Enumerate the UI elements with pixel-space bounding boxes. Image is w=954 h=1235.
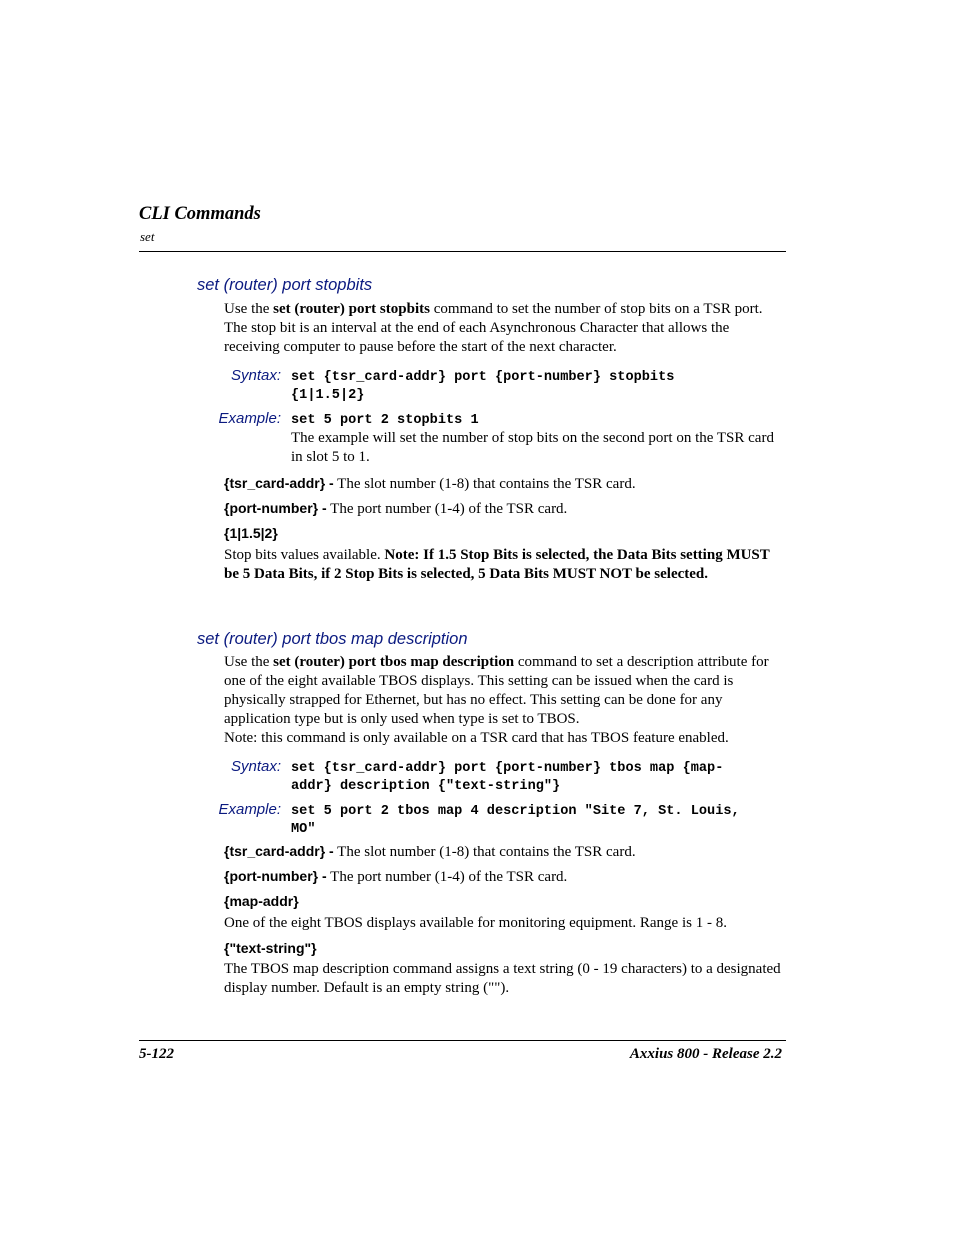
param-text-string: {"text-string"} [224, 940, 317, 956]
syntax-label: Syntax: [230, 367, 281, 384]
param-port-number: {port-number} - The port number (1-4) of the TSR card. [224, 868, 568, 885]
page-number: 5-122 [139, 1046, 174, 1062]
example-label: Example: [218, 801, 281, 818]
tbos-note: Note: this command is only available on a TSR card that has TBOS feature enabled. [224, 730, 729, 746]
section-heading-tbos: set (router) port tbos map description [197, 630, 468, 648]
tbos-intro: Use the set (router) port tbos map description command to set a description attribute for one of the eight available TBOS displays. This setting can be issued when the card is physically strapped for Ethernet, but has no effect. This setting can be done for any application type but is only used when type is set to TBOS. [224, 654, 769, 727]
param-port-number: {port-number} - The port number (1-4) of the TSR card. [224, 500, 568, 517]
syntax-code: set {tsr_card-addr} port {port-number} tbos map {map- addr} description {"text-string"} [291, 761, 724, 794]
param-map-addr: {map-addr} [224, 893, 299, 909]
stopbits-intro: Use the set (router) port stopbits command to set the number of stop bits on a TSR port. The stop bit is an interval at the end of each Asynchronous Character that allows the receiving computer to pause before the start of the next character. [224, 301, 763, 355]
example-code: set 5 port 2 stopbits 1 [291, 413, 479, 428]
param-stopbits-values: {1|1.5|2} [224, 525, 278, 541]
param-tsr-card-addr: {tsr_card-addr} - The slot number (1-8) that contains the TSR card. [224, 475, 636, 492]
example-description: The example will set the number of stop bits on the second port on the TSR card in slot 5 to 1. [291, 430, 774, 465]
section-heading-stopbits: set (router) port stopbits [197, 276, 373, 294]
header-divider [139, 251, 786, 252]
map-addr-description: One of the eight TBOS displays available for monitoring equipment. Range is 1 - 8. [224, 915, 727, 931]
example-code: set 5 port 2 tbos map 4 description "Site 7, St. Louis, MO" [291, 804, 740, 837]
stopbits-values-description: Stop bits values available. Note: If 1.5 Stop Bits is selected, the Data Bits setting MUST be 5 Data Bits, if 2 Stop Bits is selected, 5 Data Bits MUST NOT be selected. [224, 547, 770, 582]
syntax-label: Syntax: [230, 758, 281, 775]
command-name: set (router) port stopbits [273, 301, 430, 317]
stopbits-note: Note: If 1.5 Stop Bits is selected, the Data Bits setting MUST be 5 Data Bits, if 2 Stop Bits is selected, 5 Data Bits MUST NOT be selected. [224, 547, 770, 582]
text-string-description: The TBOS map description command assigns a text string (0 - 19 characters) to a designated display number. Default is an empty string (""). [224, 961, 781, 996]
page-header-subtitle: set [140, 229, 155, 244]
page-header-title: CLI Commands [139, 204, 261, 224]
param-tsr-card-addr: {tsr_card-addr} - The slot number (1-8) that contains the TSR card. [224, 843, 636, 860]
example-label: Example: [218, 410, 281, 427]
footer-divider [139, 1040, 786, 1041]
document-title: Axxius 800 - Release 2.2 [629, 1046, 782, 1062]
syntax-code: set {tsr_card-addr} port {port-number} stopbits {1|1.5|2} [291, 370, 675, 403]
command-name: set (router) port tbos map description [273, 654, 515, 670]
